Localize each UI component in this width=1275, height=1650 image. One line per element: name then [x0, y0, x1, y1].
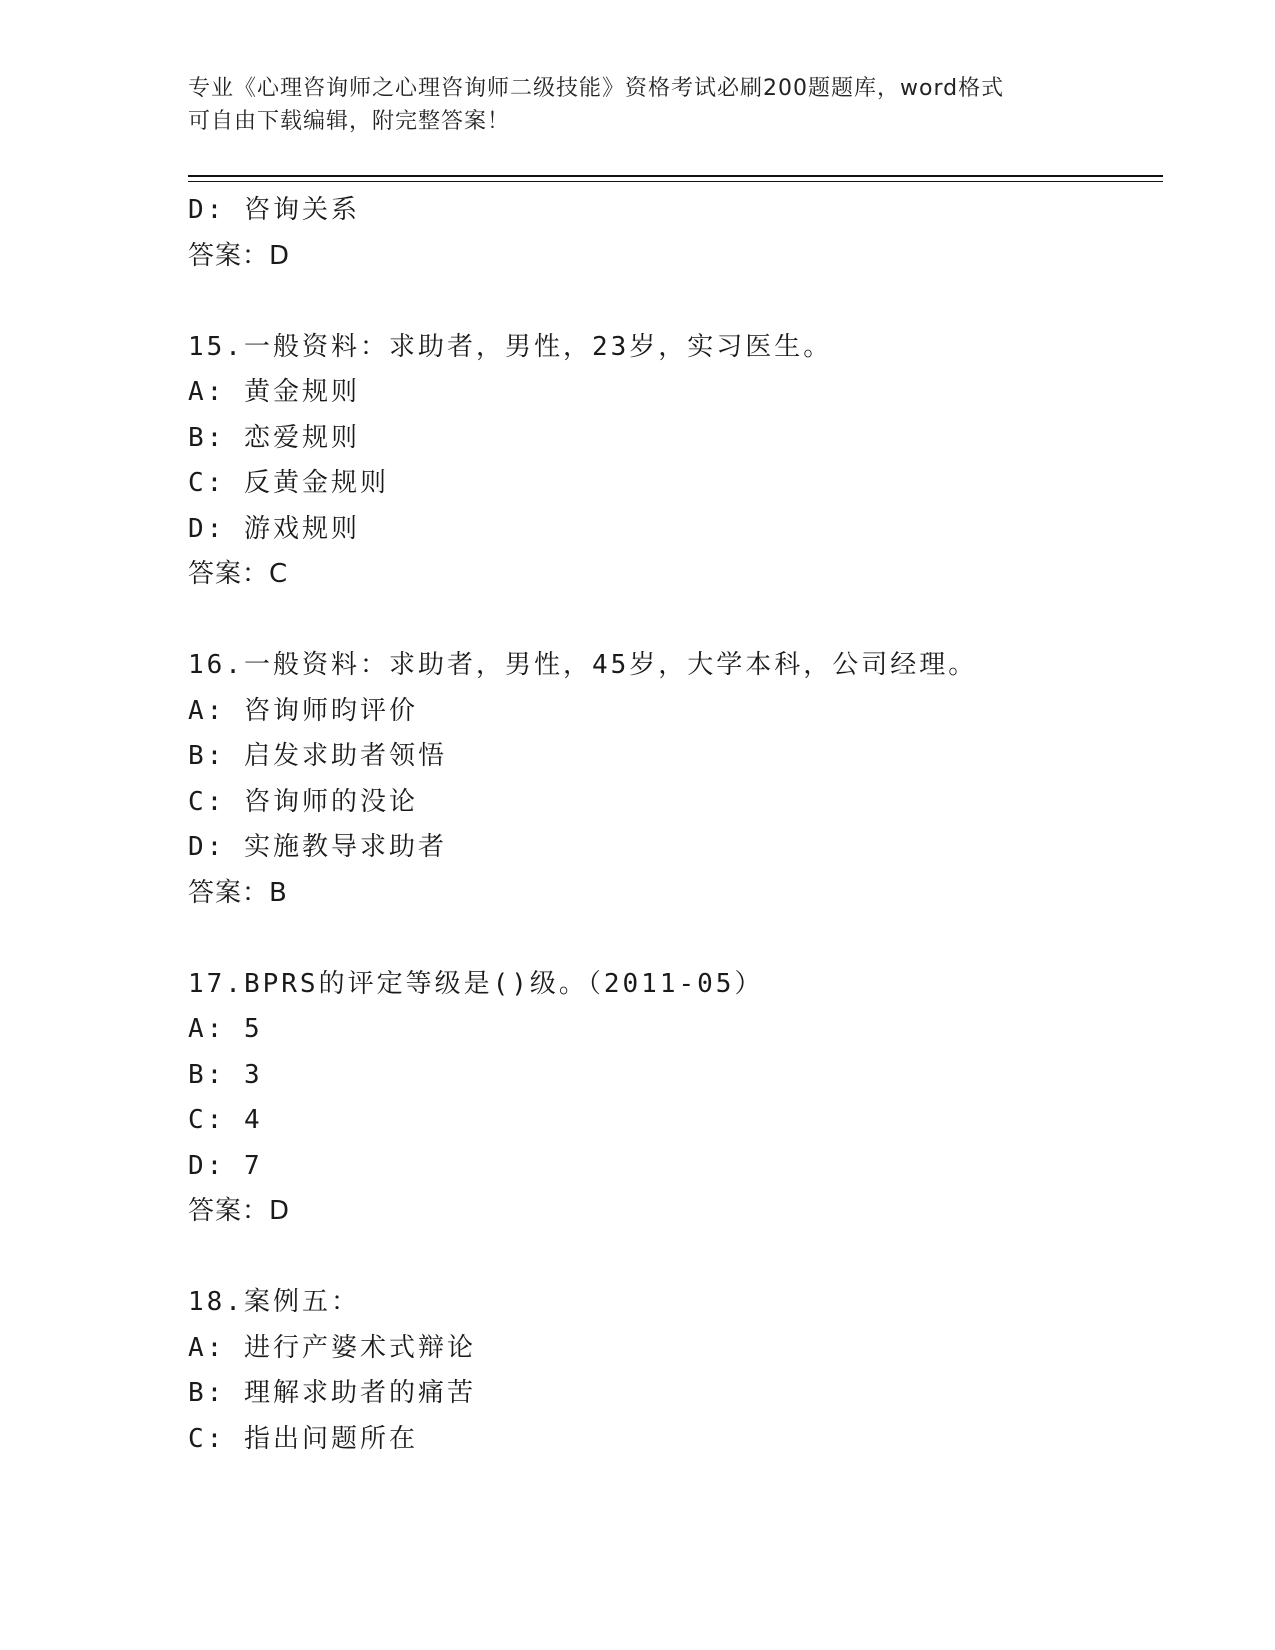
q14-option-d: D: 咨询关系 [188, 195, 360, 225]
header-line-1: 专业《心理咨询师之心理咨询师二级技能》资格考试必刷200题题库，word格式 [188, 76, 1005, 101]
q17-stem: 17.BPRS的评定等级是()级。（2011-05） [188, 968, 764, 999]
header-divider-thick [188, 175, 1163, 177]
q15-answer: 答案：C [188, 559, 289, 589]
q15-option-d: D: 游戏规则 [188, 513, 360, 544]
q15-option-b: B: 恋爱规则 [188, 422, 360, 453]
q18-option-c: C: 指出问题所在 [188, 1423, 418, 1454]
q16-option-c: C: 咨询师的没论 [188, 786, 418, 817]
q15-stem: 15.一般资料：求助者，男性，23岁，实习医生。 [188, 331, 833, 362]
q18-option-a: A: 进行产婆术式辩论 [188, 1332, 476, 1363]
spacer [188, 279, 1148, 325]
q16-option-a: A: 咨询师昀评价 [188, 695, 418, 726]
q15-option-c: C: 反黄金规则 [188, 468, 389, 498]
q18-stem: 18.案例五： [188, 1287, 360, 1317]
header-line-2: 可自由下载编辑，附完整答案！ [188, 109, 511, 134]
q17-option-c: C: 4 [188, 1105, 263, 1135]
q15-option-a: A: 黄金规则 [188, 377, 360, 407]
q18-option-b: B: 理解求助者的痛苦 [188, 1378, 476, 1408]
q16-option-d: D: 实施教导求助者 [188, 832, 447, 862]
q14-answer: 答案：D [188, 240, 291, 271]
q17-option-a: A: 5 [188, 1014, 263, 1044]
q16-option-b: B: 启发求助者领悟 [188, 741, 447, 771]
spacer [188, 1235, 1148, 1281]
q17-option-b: B: 3 [188, 1059, 263, 1090]
question-content [188, 188, 1148, 1462]
q17-option-d: D: 7 [188, 1150, 263, 1181]
spacer [188, 598, 1148, 644]
q16-answer: 答案：B [188, 877, 288, 908]
q17-answer: 答案：D [188, 1196, 291, 1226]
header-divider-thin [188, 181, 1163, 182]
document-header [188, 72, 1088, 138]
spacer [188, 916, 1148, 962]
q16-stem: 16.一般资料：求助者，男性，45岁，大学本科，公司经理。 [188, 650, 978, 680]
